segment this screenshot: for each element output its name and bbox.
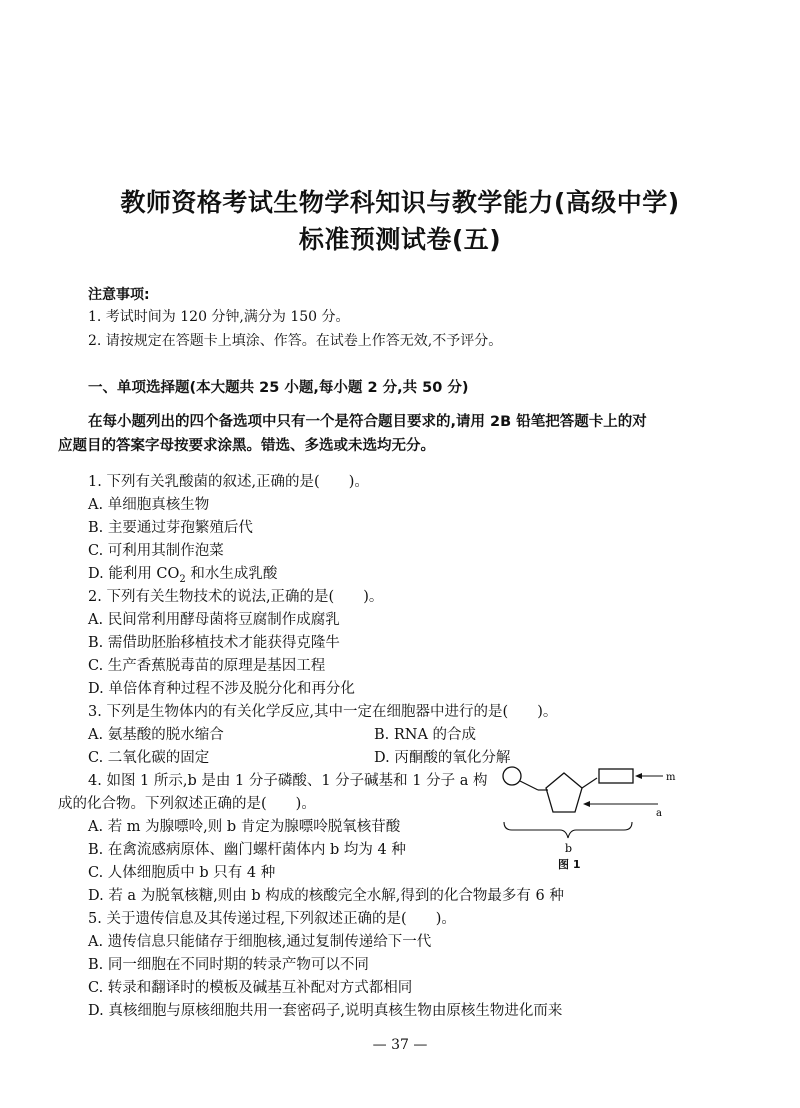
base-rectangle [599,769,633,783]
phosphate-circle [503,767,521,785]
q2-option-b: B. 需借助胚胎移植技术才能获得克隆牛 [88,635,340,651]
q5-option-c: C. 转录和翻译时的模板及碱基互补配对方式都相同 [88,980,413,996]
q5-option-d: D. 真核细胞与原核细胞共用一套密码子,说明真核生物由原核生物进化而来 [88,1003,563,1019]
arrow-m-head [635,773,642,779]
q4-option-a: A. 若 m 为腺嘌呤,则 b 肯定为腺嘌呤脱氧核苷酸 [88,819,401,835]
q2-option-d: D. 单倍体育种过程不涉及脱分化和再分化 [88,681,355,697]
q1-option-d-text: D. 能利用 CO [88,566,180,582]
q4-option-d: D. 若 a 为脱氧核糖,则由 b 构成的核酸完全水解,得到的化合物最多有 6 种 [88,888,564,904]
q3-option-b: B. RNA 的合成 [374,727,477,743]
pentose-pentagon [546,773,582,812]
figure-caption: 图 1 [558,858,581,871]
q3-option-c: C. 二氧化碳的固定 [88,750,210,766]
q4-stem-line2: 成的化合物。下列叙述正确的是( )。 [58,796,316,812]
q4-option-b: B. 在禽流感病原体、幽门螺杆菌体内 b 均为 4 种 [88,842,406,858]
phosphate-bond-line [520,781,538,790]
q5-stem: 5. 关于遗传信息及其传递过程,下列叙述正确的是( )。 [88,911,456,927]
notice-heading: 注意事项: [88,287,150,303]
q1-option-c: C. 可利用其制作泡菜 [88,543,224,559]
q1-stem: 1. 下列有关乳酸菌的叙述,正确的是( )。 [88,474,369,490]
q2-option-c: C. 生产香蕉脱毒苗的原理是基因工程 [88,658,326,674]
q4-stem-line1: 4. 如图 1 所示,b 是由 1 分子磷酸、1 分子碱基和 1 分子 a 构 [88,773,488,789]
q1-option-d [88,562,277,585]
q5-option-b: B. 同一细胞在不同时期的转录产物可以不同 [88,957,369,973]
brace-b [504,822,632,838]
q4-option-c: C. 人体细胞质中 b 只有 4 种 [88,865,276,881]
notice-item-1: 1. 考试时间为 120 分钟,满分为 150 分。 [88,309,350,325]
label-b: b [565,842,573,855]
q1-option-a: A. 单细胞真核生物 [88,497,210,513]
label-a: a [656,808,662,819]
q1-option-d-rest: 和水生成乳酸 [185,566,278,582]
nucleotide-figure [496,760,680,872]
q3-option-d: D. 丙酮酸的氧化分解 [374,750,511,766]
q3-option-a: A. 氨基酸的脱水缩合 [88,727,224,743]
q5-option-a: A. 遗传信息只能储存于细胞核,通过复制传递给下一代 [88,934,432,950]
notice-item-2: 2. 请按规定在答题卡上填涂、作答。在试卷上作答无效,不予评分。 [88,333,503,349]
arrow-a-head [583,801,590,807]
section-heading: 一、单项选择题(本大题共 25 小题,每小题 2 分,共 50 分) [88,380,469,396]
q2-stem: 2. 下列有关生物技术的说法,正确的是( )。 [88,589,384,605]
q1-option-b: B. 主要通过芽孢繁殖后代 [88,520,253,536]
section-instruction-line2: 应题目的答案字母按要求涂黑。错选、多选或未选均无分。 [58,438,435,454]
q3-stem: 3. 下列是生物体内的有关化学反应,其中一定在细胞器中进行的是( )。 [88,704,558,720]
page-title-line2: 标准预测试卷(五) [298,225,502,254]
base-bond-line [582,778,597,788]
page-number: — 37 — [372,1037,428,1053]
page-title-line1: 教师资格考试生物学科知识与教学能力(高级中学) [120,188,680,217]
q2-option-a: A. 民间常利用酵母菌将豆腐制作成腐乳 [88,612,340,628]
label-m: m [666,772,676,783]
section-instruction-line1: 在每小题列出的四个备选项中只有一个是符合题目要求的,请用 2B 铅笔把答题卡上的对 [88,414,647,430]
q1-option-d-subscript: 2 [179,573,186,585]
